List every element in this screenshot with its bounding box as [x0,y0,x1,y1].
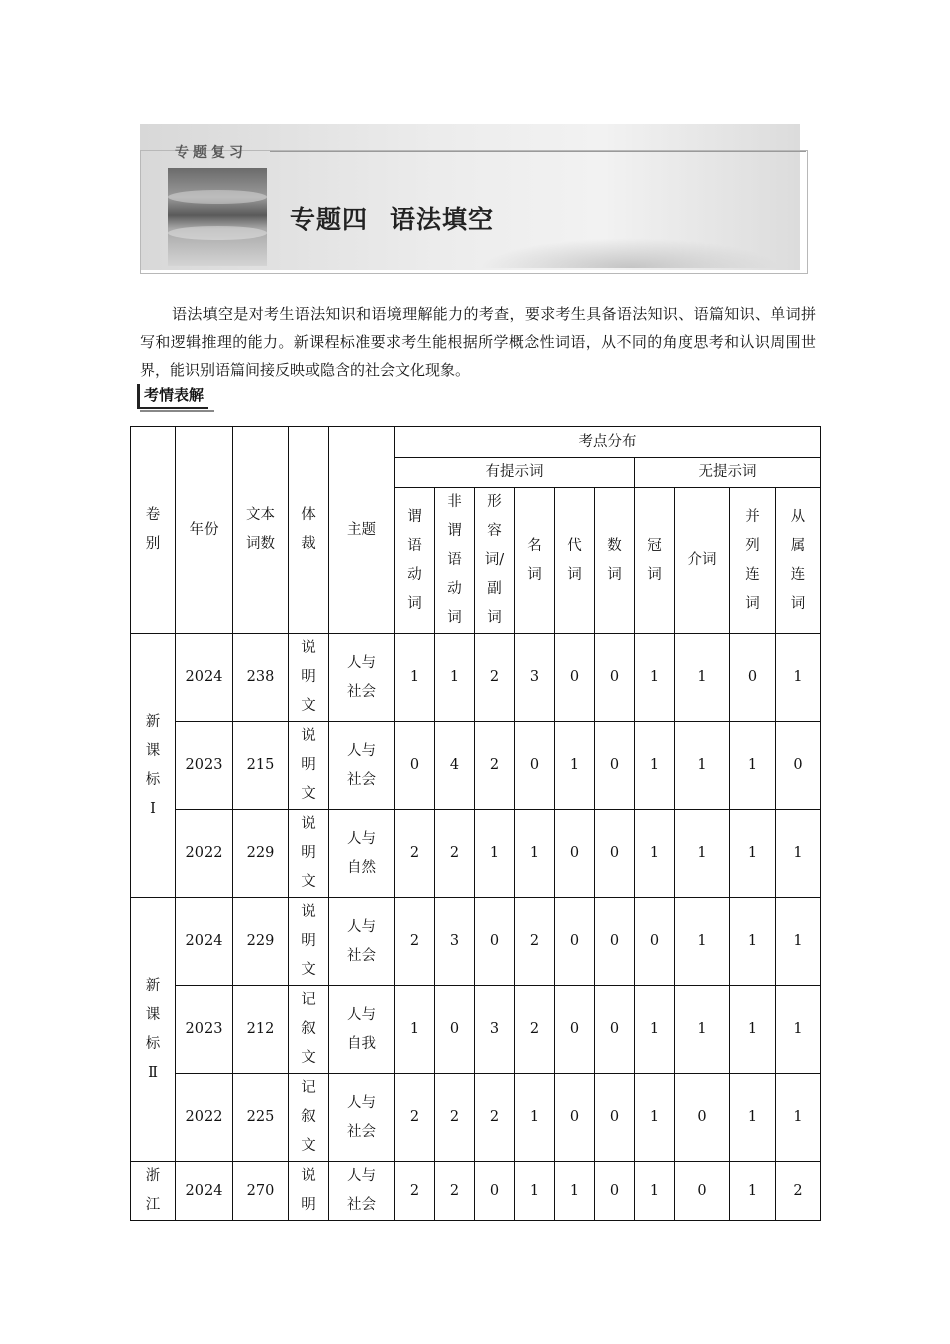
count-cell: 1 [675,986,730,1074]
count-cell: 2 [435,810,475,898]
count-cell: 0 [555,898,595,986]
series-label: 专题复习 [175,145,247,161]
count-cell: 1 [730,722,776,810]
count-cell: 1 [730,810,776,898]
count-cell: 0 [555,634,595,722]
count-cell: 1 [675,722,730,810]
count-cell: 3 [475,986,515,1074]
count-cell: 0 [555,1074,595,1162]
count-cell: 1 [730,1162,776,1221]
series-divider [270,151,806,152]
count-cell: 0 [635,898,675,986]
count-cell: 1 [776,634,821,722]
header-words: 文本词数 [233,427,289,634]
table-row [131,898,821,986]
count-cell: 0 [595,810,635,898]
count-cell: 0 [675,1074,730,1162]
mountain-photo [168,168,267,266]
column-header: 形容词/副词 [475,488,515,634]
count-cell: 2 [435,1074,475,1162]
table-row [131,986,821,1074]
count-cell: 0 [675,1162,730,1221]
section-heading: 考情表解 [137,384,208,409]
column-header: 数词 [595,488,635,634]
word-count-cell: 270 [233,1162,289,1221]
count-cell: 2 [395,1162,435,1221]
year-cell: 2022 [176,1074,233,1162]
count-cell: 0 [595,986,635,1074]
count-cell: 1 [730,898,776,986]
count-cell: 1 [555,722,595,810]
count-cell: 1 [776,810,821,898]
genre-cell: 记叙文 [289,986,329,1074]
count-cell: 2 [776,1162,821,1221]
word-count-cell: 238 [233,634,289,722]
header-year: 年份 [176,427,233,634]
column-header: 从属连词 [776,488,821,634]
column-header: 名词 [515,488,555,634]
theme-cell: 人与自然 [329,810,395,898]
topic-title [290,200,494,236]
year-cell: 2023 [176,986,233,1074]
column-header: 介词 [675,488,730,634]
genre-cell: 说明文 [289,722,329,810]
word-count-cell: 225 [233,1074,289,1162]
count-cell: 1 [515,1074,555,1162]
count-cell: 1 [555,1162,595,1221]
header-theme: 主题 [329,427,395,634]
column-header: 冠词 [635,488,675,634]
count-cell: 4 [435,722,475,810]
paper-cell: 新课标Ⅱ [131,898,176,1162]
count-cell: 0 [595,1074,635,1162]
column-header: 并列连词 [730,488,776,634]
count-cell: 1 [635,722,675,810]
table-row [131,1074,821,1162]
count-cell: 1 [395,634,435,722]
count-cell: 2 [475,634,515,722]
count-cell: 1 [515,810,555,898]
year-cell: 2024 [176,898,233,986]
count-cell: 0 [435,986,475,1074]
column-header: 非谓语动词 [435,488,475,634]
table-row [131,1162,821,1221]
year-cell: 2024 [176,1162,233,1221]
count-cell: 0 [595,1162,635,1221]
count-cell: 1 [635,986,675,1074]
table-row [131,810,821,898]
count-cell: 1 [675,634,730,722]
theme-cell: 人与社会 [329,898,395,986]
count-cell: 0 [395,722,435,810]
intro-paragraph: 语法填空是对考生语法知识和语境理解能力的考查，要求考生具备语法知识、语篇知识、单词拼写和逻辑推理的能力。新课程标准要求考生能根据所学概念性词语，从不同的角度思考和认识周围世界，能识别语篇间接反映或隐含的社会文化现象。 [140,305,816,379]
count-cell: 1 [776,1074,821,1162]
header-no-hint: 无提示词 [635,458,821,488]
genre-cell: 说明文 [289,810,329,898]
count-cell: 2 [475,722,515,810]
count-cell: 0 [555,810,595,898]
column-header: 代词 [555,488,595,634]
paper-cell: 新课标Ⅰ [131,634,176,898]
count-cell: 0 [730,634,776,722]
count-cell: 1 [776,986,821,1074]
theme-cell: 人与自我 [329,986,395,1074]
year-cell: 2024 [176,634,233,722]
header-distribution: 考点分布 [395,427,821,458]
header-genre: 体裁 [289,427,329,634]
genre-cell: 说明文 [289,634,329,722]
genre-cell: 说明文 [289,898,329,986]
count-cell: 1 [635,810,675,898]
count-cell: 1 [635,1162,675,1221]
count-cell: 1 [515,1162,555,1221]
count-cell: 2 [395,898,435,986]
count-cell: 3 [435,898,475,986]
count-cell: 0 [595,634,635,722]
count-cell: 3 [515,634,555,722]
topic-number: 专题四 [290,205,369,234]
column-header: 谓语动词 [395,488,435,634]
exam-analysis-table [130,426,821,1221]
word-count-cell: 229 [233,810,289,898]
word-count-cell: 229 [233,898,289,986]
theme-cell: 人与社会 [329,722,395,810]
count-cell: 0 [475,1162,515,1221]
count-cell: 1 [675,898,730,986]
topic-name: 语法填空 [390,205,495,234]
count-cell: 2 [515,898,555,986]
count-cell: 0 [515,722,555,810]
count-cell: 0 [776,722,821,810]
count-cell: 1 [730,1074,776,1162]
count-cell: 2 [435,1162,475,1221]
year-cell: 2023 [176,722,233,810]
theme-cell: 人与社会 [329,634,395,722]
count-cell: 2 [475,1074,515,1162]
count-cell: 0 [595,722,635,810]
header-with-hint: 有提示词 [395,458,635,488]
count-cell: 1 [475,810,515,898]
table-row [131,722,821,810]
count-cell: 1 [435,634,475,722]
count-cell: 2 [395,810,435,898]
header-paper: 卷别 [131,427,176,634]
paper-cell: 浙江 [131,1162,176,1221]
word-count-cell: 215 [233,722,289,810]
count-cell: 1 [635,1074,675,1162]
table-row [131,634,821,722]
count-cell: 1 [395,986,435,1074]
count-cell: 1 [776,898,821,986]
year-cell: 2022 [176,810,233,898]
theme-cell: 人与社会 [329,1074,395,1162]
theme-cell: 人与社会 [329,1162,395,1221]
count-cell: 1 [675,810,730,898]
word-count-cell: 212 [233,986,289,1074]
count-cell: 1 [730,986,776,1074]
genre-cell: 说明 [289,1162,329,1221]
count-cell: 2 [395,1074,435,1162]
count-cell: 0 [555,986,595,1074]
count-cell: 2 [515,986,555,1074]
count-cell: 0 [475,898,515,986]
count-cell: 0 [595,898,635,986]
count-cell: 1 [635,634,675,722]
genre-cell: 记叙文 [289,1074,329,1162]
